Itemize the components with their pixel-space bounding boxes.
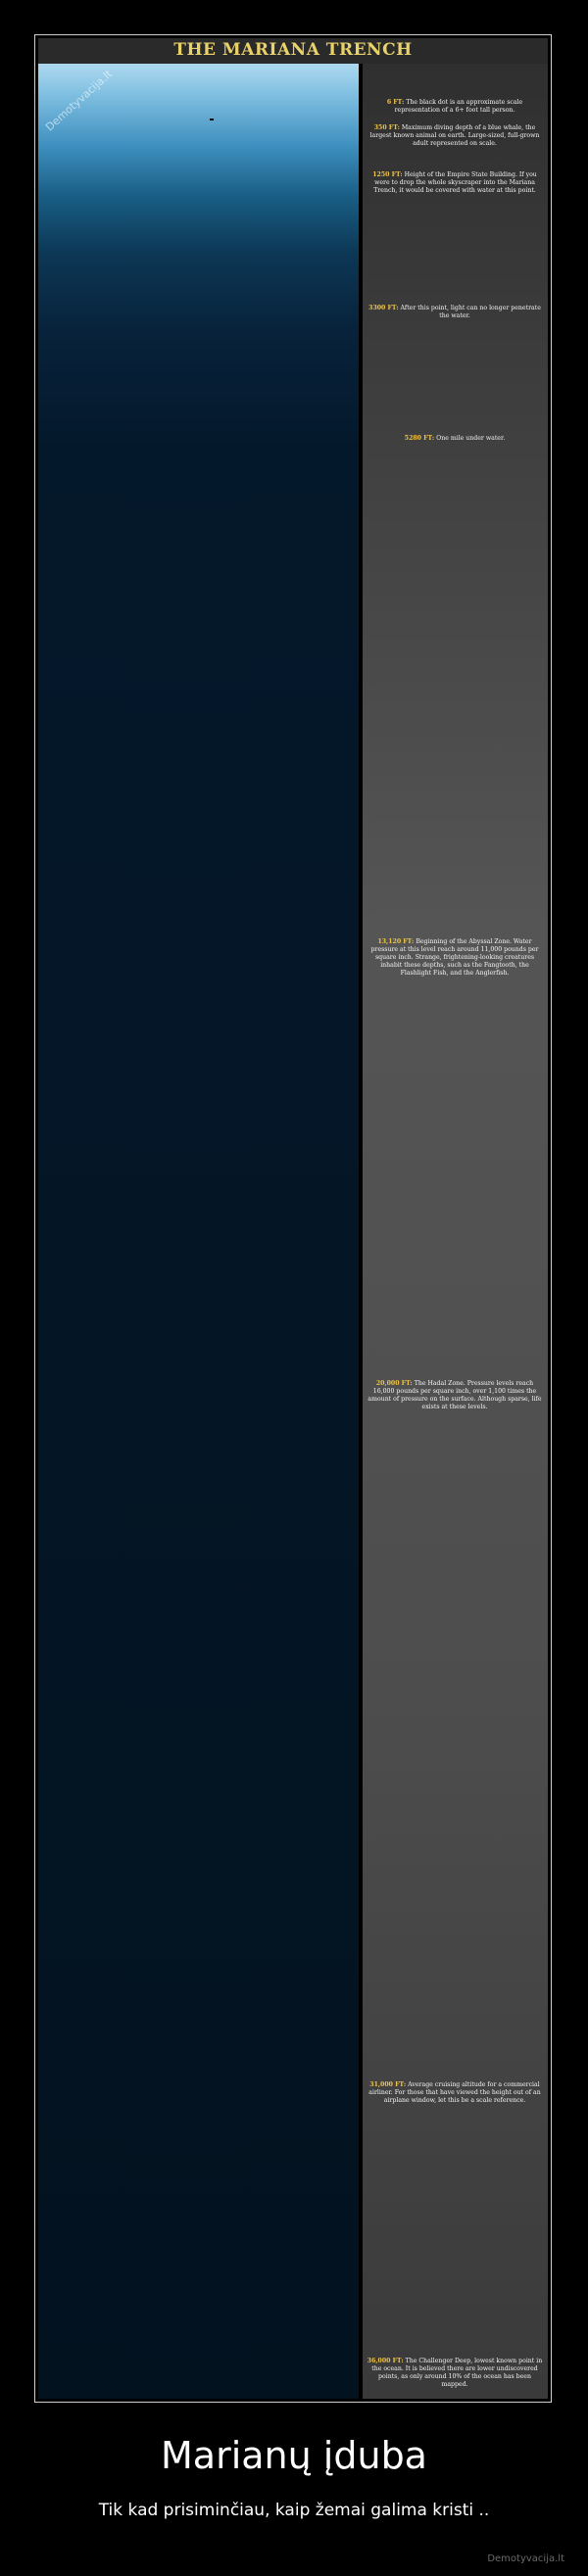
- note-3300ft: 3300 FT: After this point, light can no longer penetrate the water.: [368, 305, 541, 319]
- note-350ft: 350 FT: Maximum diving depth of a blue whale, the largest known animal on earth. Large-sized, full-grown adult represented on scale.: [369, 124, 540, 147]
- poster-image: [38, 38, 548, 2399]
- ocean-depth-column: [38, 38, 359, 2399]
- caption-subtitle: Tik kad prisiminčiau, kaip žemai galima kristi ..: [98, 2501, 490, 2520]
- note-13120ft: 13,120 FT: Beginning of the Abyssal Zone. Water pressure at this level reach around 11,000 pounds per square inch. Strange, frightening-looking creatures inhabit these depths, such as the Fangtooth, the Flashlight Fish, and the Anglerfish.: [370, 938, 539, 977]
- watermark: Demotyvacija.lt: [43, 67, 116, 134]
- site-credit[interactable]: Demotyvacija.lt: [487, 2553, 564, 2564]
- poster-title: THE MARIANA TRENCH: [38, 38, 548, 64]
- note-5280ft: 5280 FT: One mile under water.: [404, 435, 506, 442]
- poster-frame: [34, 34, 552, 2403]
- note-6ft: 6 FT: The black dot is an approximate scale representation of a 6+ foot tall person.: [386, 99, 523, 114]
- note-31000ft: 31,000 FT: Average cruising altitude for a commercial airliner. For those that have viewed the height out of an airplane window, let this be a scale reference.: [368, 2081, 541, 2104]
- caption-title: Marianų įduba: [161, 2434, 427, 2477]
- note-1250ft: 1250 FT: Height of the Empire State Building. If you were to drop the whole skyscraper into the Mariana Trench, it would be covered with water at this point.: [372, 171, 537, 194]
- person-scale-dot: [210, 119, 214, 120]
- note-20000ft: 20,000 FT: The Hadal Zone. Pressure levels reach 16,000 pounds per square inch, over 1,100 times the amount of pressure on the surface. Although sparse, life exists at these levels.: [368, 1380, 542, 1410]
- facts-panel: [363, 38, 548, 2399]
- note-36000ft: 36,000 FT: The Challenger Deep, lowest known point in the ocean. It is believed there are lower undiscovered points, as only around 10% of the ocean has been mapped.: [367, 2358, 543, 2388]
